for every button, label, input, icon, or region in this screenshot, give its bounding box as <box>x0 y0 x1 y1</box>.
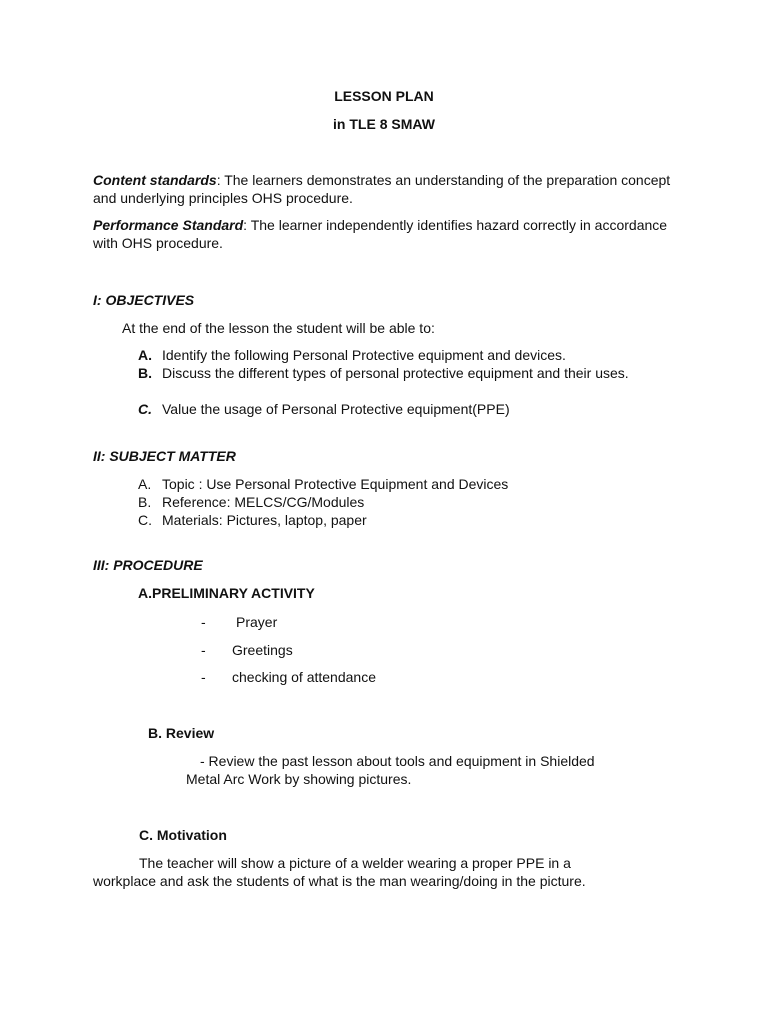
list-item-text: Materials: Pictures, laptop, paper <box>162 512 367 528</box>
list-item-letter: A. <box>138 476 152 492</box>
list-item-text: Greetings <box>232 642 293 658</box>
motivation-heading: C. Motivation <box>139 827 227 843</box>
list-item-letter: C. <box>138 401 152 417</box>
motivation-text-line1: The teacher will show a picture of a welder wearing a proper PPE in a <box>139 855 571 871</box>
performance-standard <box>93 216 683 252</box>
review-text-line1: - Review the past lesson about tools and equipment in Shielded <box>200 753 595 769</box>
preliminary-activity-heading: A.PRELIMINARY ACTIVITY <box>138 585 315 601</box>
content-standards <box>93 171 683 207</box>
list-item-letter: B. <box>138 365 152 381</box>
list-item-letter: B. <box>138 494 152 510</box>
dash-bullet: - <box>201 614 206 630</box>
objectives-heading: I: OBJECTIVES <box>93 292 195 308</box>
objectives-intro: At the end of the lesson the student will be able to: <box>122 320 435 336</box>
list-item-text: checking of attendance <box>232 669 376 685</box>
document-title: LESSON PLAN <box>334 88 434 104</box>
list-item-text: Discuss the different types of personal protective equipment and their uses. <box>162 365 629 381</box>
review-text-line2: Metal Arc Work by showing pictures. <box>186 771 412 787</box>
subject-matter-heading: II: SUBJECT MATTER <box>93 448 236 464</box>
dash-bullet: - <box>201 669 206 685</box>
dash-bullet: - <box>201 642 206 658</box>
performance-standard-label: Performance Standard <box>93 217 244 233</box>
list-item-text: Reference: MELCS/CG/Modules <box>162 494 365 510</box>
content-standards-label: Content standards <box>93 172 217 188</box>
document-subtitle: in TLE 8 SMAW <box>333 116 435 132</box>
list-item-letter: C. <box>138 512 152 528</box>
motivation-text-line2: workplace and ask the students of what is the man wearing/doing in the picture. <box>93 873 586 889</box>
performance-standard-text: : The learner independently identifies hazard correctly in accordance with OHS procedure. <box>93 217 668 251</box>
list-item-text: Value the usage of Personal Protective equipment(PPE) <box>162 401 510 417</box>
list-item-letter: A. <box>138 347 152 363</box>
review-heading: B. Review <box>148 725 215 741</box>
list-item-text: Topic : Use Personal Protective Equipment and Devices <box>162 476 509 492</box>
procedure-heading: III: PROCEDURE <box>93 557 203 573</box>
content-standards-text: : The learners demonstrates an understanding of the preparation concept and underlying principles OHS procedure. <box>93 172 671 206</box>
list-item-text: Prayer <box>236 614 278 630</box>
list-item-text: Identify the following Personal Protective equipment and devices. <box>162 347 566 363</box>
